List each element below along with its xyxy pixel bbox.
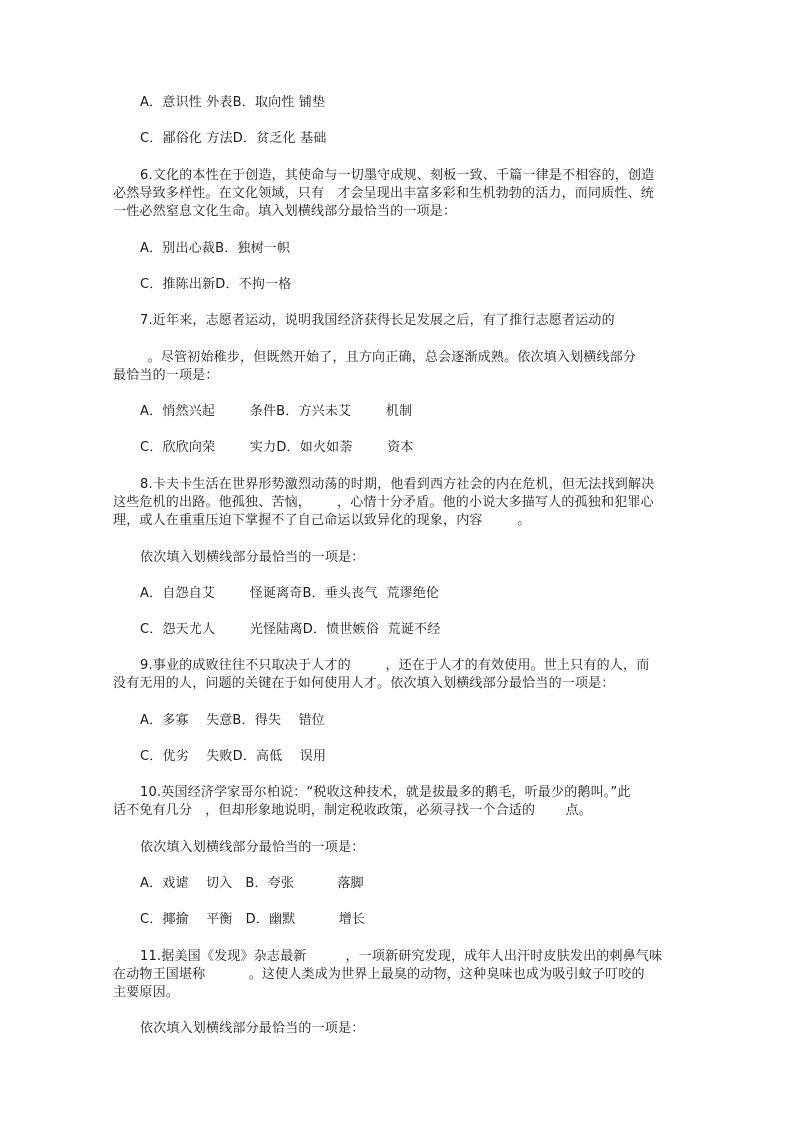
q8-line-2: 这些危机的出路。他孤独、苦恼， ，心情十分矛盾。他的小说大多描写人的孤独和犯罪心: [113, 495, 654, 510]
q9-options-ab: A．多寡 失意B．得失 错位: [140, 713, 325, 728]
q10-prompt: 依次填入划横线部分最恰当的一项是：: [140, 840, 365, 855]
q7-line-3: 最恰当的一项是：: [113, 368, 219, 383]
q10-options-cd: C．揶揄 平衡 D．幽默 增长: [140, 912, 366, 927]
q6-options-cd: C．推陈出新D．不拘一格: [140, 277, 292, 292]
q7-options-cd: C．欣欣向荣 实力D．如火如荼 资本: [140, 440, 414, 455]
q5-options-cd: C．鄙俗化 方法D．贫乏化 基础: [140, 131, 327, 146]
q8-line-3: 理，或人在重重压迫下掌握不了自己命运以致异化的现象，内容 。: [113, 513, 531, 528]
q11-line-2: 在动物王国堪称 。这使人类成为世界上最臭的动物，这种臭味也成为吸引蚊子叮咬的: [113, 967, 645, 982]
q10-options-ab: A．戏谑 切入 B．夸张 落脚: [140, 876, 364, 891]
q8-line-1: 8.卡夫卡生活在世界形势激烈动荡的时期，他看到西方社会的内在危机，但无法找到解决: [140, 477, 655, 492]
q10-line-2: 话不免有几分 ，但却形象地说明，制定税收政策，必须寻找一个合适的 点。: [113, 803, 592, 818]
q6-options-ab: A．别出心裁B．独树一帜: [140, 241, 291, 256]
q6-line-3: 一性必然窒息文化生命。填入划横线部分最恰当的一项是：: [113, 204, 457, 219]
q7-options-ab: A．悄然兴起 条件B．方兴未艾 机制: [140, 404, 413, 419]
q6-line-1: 6.文化的本性在于创造，其使命与一切墨守成规、刻板一致、千篇一律是不相容的，创造: [140, 168, 655, 183]
q8-prompt: 依次填入划横线部分最恰当的一项是：: [140, 550, 365, 565]
q7-line-2: 。尽管初始稚步，但既然开始了，且方向正确，总会逐渐成熟。依次填入划横线部分: [113, 350, 637, 365]
q8-options-ab: A．自怨自艾 怪诞离奇B．垂头丧气 荒谬绝伦: [140, 586, 440, 601]
q6-line-2: 必然导致多样性。在文化领域，只有 才会呈现出丰富多彩和生机勃勃的活力，而同质性、统: [113, 186, 654, 201]
q10-line-1: 10.英国经济学家哥尔柏说：“税收这种技术，就是拔最多的鹅毛，听最少的鹅叫。”此: [140, 785, 631, 800]
q8-options-cd: C．怨天尤人 光怪陆离D．愤世嫉俗 荒诞不经: [140, 622, 441, 637]
q11-prompt: 依次填入划横线部分最恰当的一项是：: [140, 1021, 365, 1036]
q9-line-1: 9.事业的成败往往不只取决于人才的 ，还在于人才的有效使用。世上只有的人，而: [140, 658, 650, 673]
q9-options-cd: C．优劣 失败D．高低 误用: [140, 749, 327, 764]
q5-options-ab: A．意识性 外表B．取向性 铺垫: [140, 95, 326, 110]
q11-line-3: 主要原因。: [113, 985, 180, 1000]
q9-line-2: 没有无用的人，问题的关键在于如何使用人才。依次填入划横线部分最恰当的一项是：: [113, 676, 615, 691]
q7-line-1: 7.近年来，志愿者运动，说明我国经济获得长足发展之后，有了推行志愿者运动的: [140, 313, 615, 328]
q11-line-1: 11.据美国《发现》杂志最新 ，一项新研究发现，成年人出汗时皮肤发出的刺鼻气味: [140, 949, 663, 964]
